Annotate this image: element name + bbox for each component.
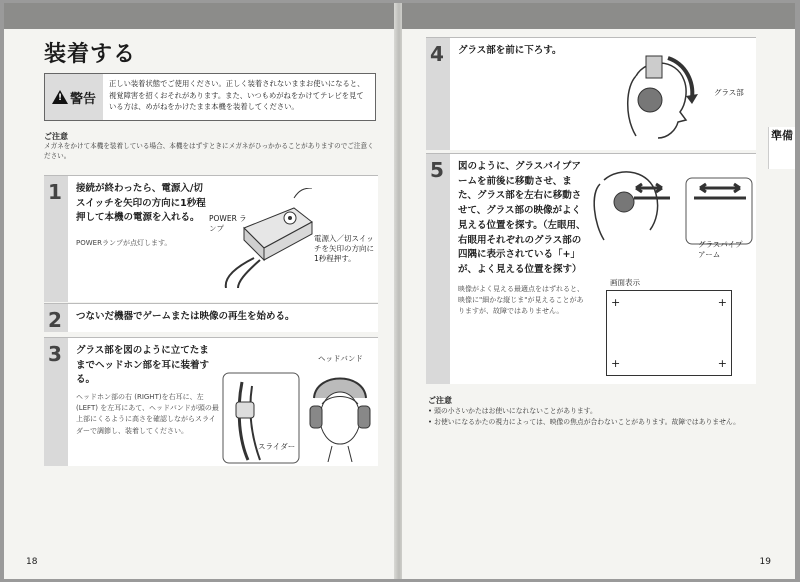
device-illustration bbox=[224, 188, 314, 288]
left-page bbox=[4, 3, 396, 579]
caution-list bbox=[428, 406, 768, 428]
corner-marker: + bbox=[611, 357, 621, 370]
step-4-instruction: グラス部を前に下ろす。 bbox=[458, 45, 562, 56]
step-5 bbox=[426, 153, 756, 384]
glass-pipe-arm-label: グラスパイプアーム bbox=[698, 240, 743, 259]
slider-label: スライダー bbox=[258, 442, 296, 451]
step-number-box: 3 bbox=[44, 338, 68, 466]
left-header-bar bbox=[4, 3, 396, 29]
corner-marker: + bbox=[611, 296, 621, 309]
caution-heading: ご注意 bbox=[44, 132, 68, 141]
caution-text: メガネをかけて本機を装着している場合、本機をはずすときにメガネがひっかかることがありますのでご注意ください。 bbox=[44, 142, 374, 160]
section-tab: 準備 bbox=[768, 127, 795, 169]
page-title: 装着する bbox=[44, 42, 137, 67]
step-number-box: 4 bbox=[426, 38, 450, 150]
caution-note bbox=[44, 131, 379, 162]
headband-label: ヘッドバンド bbox=[318, 354, 363, 363]
step-3-note: ヘッドホン部の右 (RIGHT)を右耳に、左 (LEFT) を左耳にあて、ヘッドバンドが頭の最上部にくるように高さを確認しながらスライダーで調節し、装着してください。 bbox=[76, 393, 219, 435]
warning-box bbox=[44, 73, 376, 121]
glass-lowering-illustration bbox=[606, 46, 706, 146]
step-5-instruction: 図のように、グラスパイプアームを前後に移動させ、また、グラス部を左右に移動させて、グラス部の映像がよく見える位置を探す。（左眼用、右眼用それぞれのグラス部の四隅に表示されている「+」が、よく見える位置を探す） bbox=[458, 161, 586, 276]
warning-text: 正しい装着状態でご使用ください。正しく装着されないままお使いになると、視覚障害を招くおそれがあります。また、いつもめがねをかけてテレビを見ている方は、めがねをかけたまま本機を装着してください。 bbox=[109, 79, 365, 112]
headset-wearer-illustration bbox=[306, 368, 374, 462]
power-lamp-label: POWER ランプ bbox=[209, 214, 247, 233]
step-1 bbox=[44, 175, 378, 302]
step-number-box: 5 bbox=[426, 154, 450, 384]
corner-marker: + bbox=[717, 357, 727, 370]
caution-item: • お使いになるかたの視力によっては、映像の焦点が合わないことがあります。故障ではありません。 bbox=[428, 417, 768, 428]
warning-label-text: 警告 bbox=[69, 91, 96, 107]
step-2-instruction: つないだ機器でゲームまたは映像の再生を始める。 bbox=[76, 311, 295, 322]
step-number-box: 2 bbox=[44, 304, 68, 332]
step-4 bbox=[426, 37, 756, 150]
corner-marker: + bbox=[717, 296, 727, 309]
right-header-bar bbox=[402, 3, 795, 29]
page-number-left: 18 bbox=[26, 557, 38, 567]
glass-adjust-illustration bbox=[590, 164, 754, 248]
step-1-note: POWERランプが点灯します。 bbox=[76, 239, 172, 247]
step-3 bbox=[44, 337, 378, 466]
power-switch-label: 電源入／切スイッチを矢印の方向に1秒程押す。 bbox=[314, 234, 374, 263]
warning-icon: ! bbox=[52, 90, 68, 104]
glass-part-label: グラス部 bbox=[714, 88, 744, 97]
step-3-instruction: グラス部を図のように立てたままでヘッドホン部を耳に装着する。 bbox=[76, 345, 210, 386]
screen-display-label: 画面表示 bbox=[610, 278, 640, 287]
page-number-right: 19 bbox=[759, 557, 771, 567]
step-number-box: 1 bbox=[44, 176, 68, 302]
step-2 bbox=[44, 303, 378, 332]
caution-item: • 頭の小さいかたはお使いになれないことがあります。 bbox=[428, 406, 768, 417]
screen-display-diagram bbox=[606, 290, 732, 376]
step-5-note: 映像がよく見える最適点をはずれると、映像に"細かな縦じま"が見えることがありますが、故障ではありません。 bbox=[458, 285, 584, 316]
step-1-instruction: 接続が終わったら、電源入/切スイッチを矢印の方向に1秒程押して本機の電源を入れる。 bbox=[76, 183, 206, 224]
warning-label bbox=[45, 74, 103, 120]
caution-notes-right bbox=[428, 395, 768, 428]
caution-heading: ご注意 bbox=[428, 396, 452, 405]
right-page bbox=[402, 3, 795, 579]
